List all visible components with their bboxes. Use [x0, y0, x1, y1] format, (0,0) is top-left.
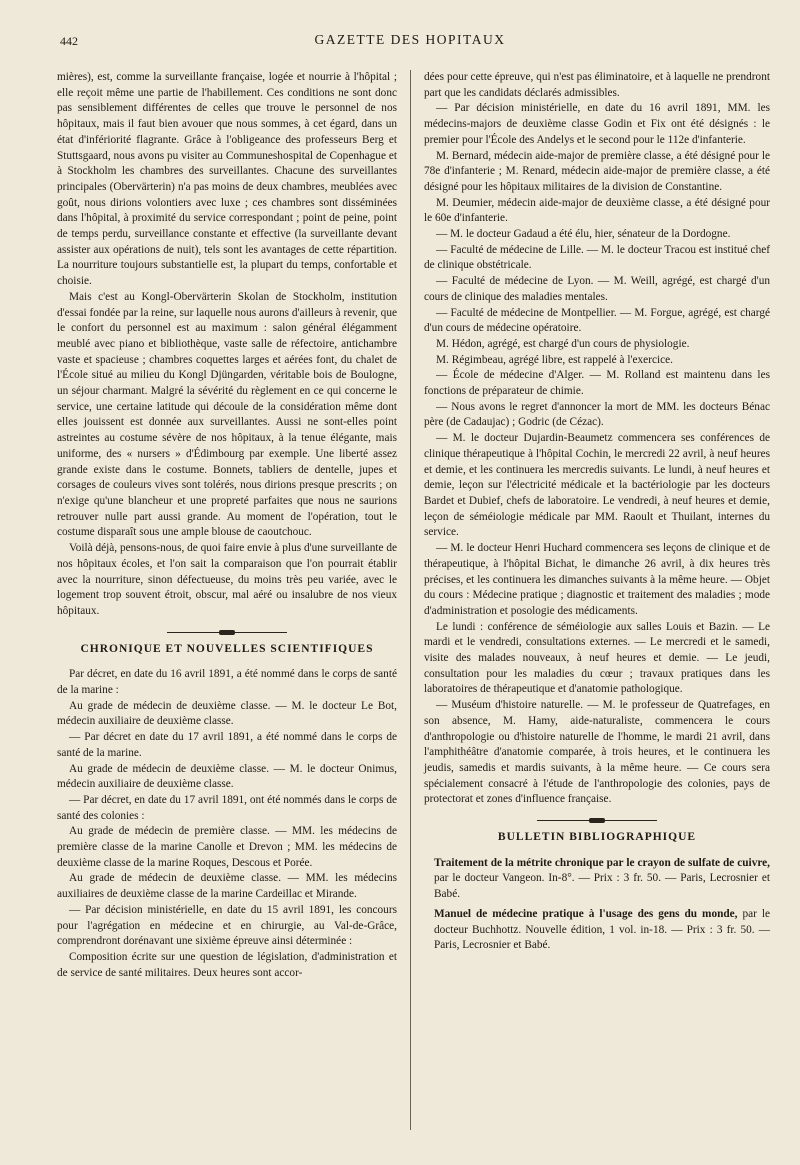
news-item: — Par décret, en date du 17 avril 1891, ont été nommés dans le corps de santé des colonies :: [57, 793, 397, 822]
news-item: — Faculté de médecine de Lille. — M. le docteur Tracou est institué chef de clinique obstétricale.: [424, 243, 770, 272]
bibliography-details: par le docteur Buchhottz. Nouvelle édition, 1 vol. in-18. — Prix : 3 fr. 50. — Paris, Lecrosnier et Babé.: [434, 907, 770, 952]
section-heading: CHRONIQUE ET NOUVELLES SCIENTIFIQUES: [80, 642, 374, 655]
column-divider: [410, 70, 411, 1130]
news-item: — Par décision ministérielle, en date du 15 avril 1891, les concours pour l'agrégation en médecine et en chirurgie, au Val-de-Grâce, comprendront dorénavant une sixième épreuve ainsi déterminée :: [57, 903, 397, 948]
news-item: — Muséum d'histoire naturelle. — M. le professeur de Quatrefages, en son absence, M. Hamy, aide-naturaliste, commencera le cours d'anthropologie ou d'histoire naturelle de l'homme, le mardi 21 avril, dans l'amphithéâtre d'anatomie comparée, à trois heures, et le continuera les jeudis, samedis et mardis suivants, à la même heure. — Ce cours sera spécialement consacré à l'étude de l'anthropologie des colonies, pays de protectorat et zones d'influence française.: [424, 699, 770, 806]
bibliography-title: Traitement de la métrite chronique par le crayon de sulfate de cuivre,: [434, 856, 770, 869]
news-item: — M. le docteur Gadaud a été élu, hier, sénateur de la Dordogne.: [436, 228, 731, 241]
news-item: — Par décret en date du 17 avril 1891, a été nommé dans le corps de santé de la marine.: [57, 731, 397, 759]
news-item: Au grade de médecin de première classe. — MM. les médecins de première classe de la marine Canolle et Drevon ; MM. les médecins de deuxième classe de la marine Roques, Descous et Porée.: [57, 825, 397, 869]
article-paragraph: Mais c'est au Kongl-Obervärterin Skolan de Stockholm, institution d'essai fondée par la reine, sur laquelle nous aurons d'ailleurs à revenir, que le confort du personnel est au maximum : salon général élégamment meublé avec piano et bibliothèque, vaste salle de réfectoire, antichambre vaste et spacieuse ; chambres coquettes larges et aérées font, du chalet de l'École situé au milieu du Kongl Djüngarden, véritable bois de Boulogne, un séjour charmant. Malgré la sévérité du règlement en ce qui concerne le service, une certaine latitude qui découle de la considération même dont elles jouissent est donnée aux surveillantes. Aussi ne sont-elles point astreintes au costume sévère de nos hôpitaux, à la tenue élégante, mais uniforme, des « nursers » d'Édimbourg par exemple. Une liberté assez grande existe dans le costume. Bonnets, tabliers de dentelle, jupes et corsages de couleurs vives sont tolérés, nous dirions presque prescrits ; on n'exige qu'une blancheur et une propreté parfaites que nous ne saurions retrouver nulle part aussi grande. Au moment de l'opération, tout le costume disparaît sous une ample blouse de caoutchouc.: [57, 290, 397, 539]
bibliography-title: Manuel de médecine pratique à l'usage des gens du monde,: [434, 907, 738, 920]
news-item: — Nous avons le regret d'annoncer la mort de MM. les docteurs Bénac père (de Cadaujac) ; Godric (de Cézac).: [424, 400, 770, 429]
news-item: M. Régimbeau, agrégé libre, est rappelé à l'exercice.: [436, 353, 673, 366]
article-paragraph: Voilà déjà, pensons-nous, de quoi faire envie à plus d'une surveillante de nos hôpitaux écoles, et l'on sait la comparaison que l'on pourrait établir avec la nourriture, sinon défectueuse, du moins très peu variée, avec le logement trop souvent étroit, obscur, mal aéré ou insalubre de nos vieux hôpitaux.: [57, 542, 397, 617]
news-item: — M. le docteur Henri Huchard commencera ses leçons de clinique et de thérapeutique, à l'hôpital Bichat, le dimanche 26 avril, à dix heures très précises, et les continuera les dimanches suivants à la même heure. — Objet du cours : Médecine pratique ; diagnostic et traitement des maladies ; mode d'administration et posologie des médicaments.: [424, 542, 770, 617]
news-item: — M. le docteur Dujardin-Beaumetz commencera ses conférences de clinique thérapeutique à l'hôpital Cochin, le mercredi 22 avril, à neuf heures et demie, et les continuera les mercredis suivants. Le lundi, à neuf heures et demie, leçon sur l'électricité médicale et la bactériologie par les docteurs Bardet et Dubief, chefs de laboratoire. Le vendredi, à neuf heures et demie, leçon de séméiologie médicale par MM. Raoult et Thuilant, internes du service.: [424, 432, 770, 539]
news-item: Au grade de médecin de deuxième classe. — M. le docteur Le Bot, médecin auxiliaire de deuxième classe.: [57, 699, 397, 728]
article-paragraph: mières), est, comme la surveillante française, logée et nourrie à l'hôpital ; elle reçoit même une partie de l'habillement. Ces conditions ne sont donc pas sensiblement différentes de celles que trouve le personnel de nos hôpitaux, mais il faut bien avouer que nous sommes, à cet égard, dans un état d'infériorité flagrante. Grâce à l'obligeance des professeurs Berg et Stuttsgaard, nous avons pu visiter au Communeshospital de Copenhague et à Stockholm les chambres des surveillantes. Chacune des surveillantes principales (Obervärterin) n'a pas moins de deux chambres, meublées avec goût, nous dirions volontiers avec luxe ; ces chambres sont disséminées dans l'hôpital, à proximité du service correspondant ; point de peine, point de temps perdu, surveillance constante et effective (la surveillante devant assister aux opérations de nuit), tels sont les avantages de cette répartition. La nourriture toujours substantielle est, la plupart du temps, confortable et choisie.: [57, 71, 397, 288]
news-item: — Par décision ministérielle, en date du 16 avril 1891, MM. les médecins-majors de deuxième classe Godin et Fix ont été désignés : le premier pour l'École des Andelys et le second pour le 112e d'infanterie.: [424, 102, 770, 146]
news-item: — École de médecine d'Alger. — M. Rolland est maintenu dans les fonctions de préparateur de chimie.: [424, 369, 770, 398]
bibliography-heading: BULLETIN BIBLIOGRAPHIQUE: [497, 831, 697, 844]
bibliography-entry: [424, 856, 770, 903]
right-column: [424, 70, 770, 954]
news-item: dées pour cette épreuve, qui n'est pas éliminatoire, et à laquelle ne prendront part que les candidats déclarés admissibles.: [424, 71, 770, 99]
news-item: — Faculté de médecine de Lyon. — M. Weill, agrégé, est chargé d'un cours de clinique des maladies mentales.: [424, 275, 770, 303]
page-number: 442: [60, 34, 78, 48]
section-divider: [537, 818, 657, 824]
news-item: Par décret, en date du 16 avril 1891, a été nommé dans le corps de santé de la marine :: [57, 668, 397, 697]
bibliography-entry: [424, 907, 770, 954]
news-item: M. Deumier, médecin aide-major de deuxième classe, a été désigné pour le 60e d'infanterie.: [424, 196, 770, 225]
running-title: GAZETTE DES HOPITAUX: [314, 32, 506, 47]
news-item: Composition écrite sur une question de législation, d'administration et de service de santé militaires. Deux heures sont accor-: [57, 950, 397, 979]
news-item: — Faculté de médecine de Montpellier. — M. Forgue, agrégé, est chargé d'un cours de médecine opératoire.: [424, 306, 770, 335]
news-item: Au grade de médecin de deuxième classe. — M. le docteur Onimus, médecin auxiliaire de deuxième classe.: [57, 762, 397, 791]
section-divider: [167, 630, 287, 636]
left-column: [57, 70, 397, 981]
page-header: [60, 18, 760, 52]
news-item: M. Hédon, agrégé, est chargé d'un cours de physiologie.: [436, 337, 690, 350]
news-item: Le lundi : conférence de séméiologie aux salles Louis et Bazin. — Le mardi et le vendredi, consultations externes. — Le mercredi et le samedi, visite des malades nouveaux, à neuf heures et demie. — Le jeudi, consultation pour les maladies du cœur ; travaux pratiques dans les laboratoires de thérapeutique et d'anatomie pathologique.: [424, 620, 770, 696]
bibliography-details: par le docteur Vangeon. In-8°. — Prix : 3 fr. 50. — Paris, Lecrosnier et Babé.: [434, 872, 770, 901]
news-item: M. Bernard, médecin aide-major de première classe, a été désigné pour le 78e d'infanterie ; M. Renard, médecin aide-major de première classe, a été désigné pour les hôpitaux militaires de la division de Constantine.: [424, 149, 770, 193]
news-item: Au grade de médecin de deuxième classe. — MM. les médecins auxiliaires de deuxième classe de la marine Cardeillac et Mirande.: [57, 872, 397, 901]
